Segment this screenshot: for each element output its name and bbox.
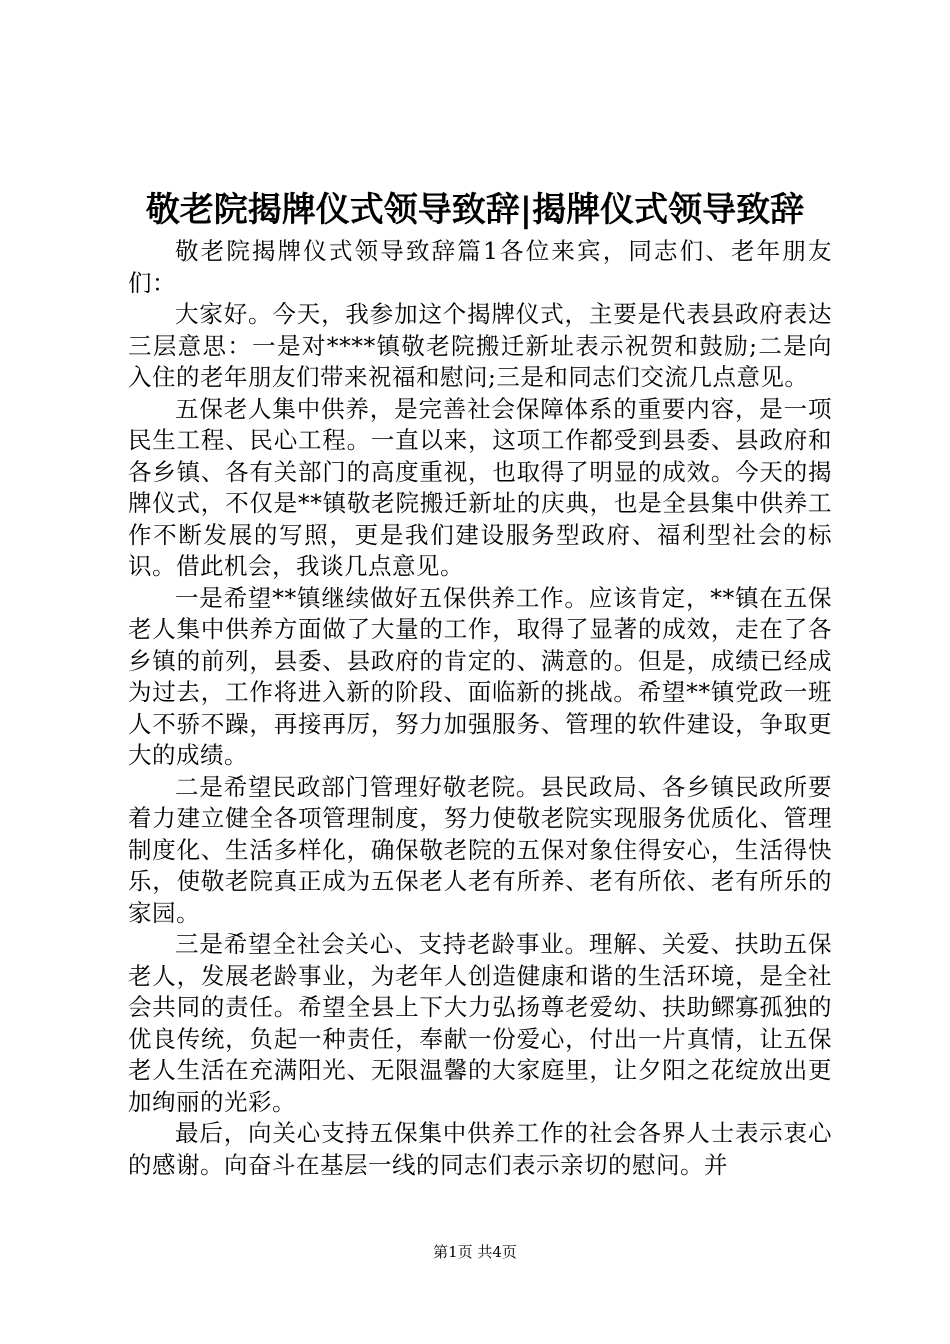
- document-body: [128, 236, 832, 1181]
- paragraph-greeting: 敬老院揭牌仪式领导致辞篇1各位来宾，同志们、老年朋友们：: [128, 237, 832, 297]
- paragraph-significance: 五保老人集中供养，是完善社会保障体系的重要内容，是一项民生工程、民心工程。一直以来，这项工作都受到县委、县政府和各乡镇、各有关部门的高度重视，也取得了明显的成效。今天的揭牌仪式，不仅是**镇敬老院搬迁新址的庆典，也是全县集中供养工作不断发展的写照，更是我们建设服务型政府、福利型社会的标识。借此机会，我谈几点意见。: [128, 394, 832, 580]
- page-number-footer: 第1页 共4页: [433, 1243, 517, 1261]
- paragraph-point-two: 二是希望民政部门管理好敬老院。县民政局、各乡镇民政所要着力建立健全各项管理制度，努力使敬老院实现服务优质化、管理制度化、生活多样化，确保敬老院的五保对象住得安心，生活得快乐，使敬老院真正成为五保老人老有所养、老有所依、老有所乐的家园。: [128, 772, 832, 927]
- paragraph-closing: 最后，向关心支持五保集中供养工作的社会各界人士表示衷心的感谢。向奋斗在基层一线的同志们表示亲切的慰问。并: [128, 1119, 832, 1179]
- paragraph-point-one: 一是希望**镇继续做好五保供养工作。应该肯定，**镇在五保老人集中供养方面做了大量的工作，取得了显著的成效，走在了各乡镇的前列，县委、县政府的肯定的、满意的。但是，成绩已经成为过去，工作将进入新的阶段、面临新的挑战。希望**镇党政一班人不骄不躁，再接再厉，努力加强服务、管理的软件建设，争取更大的成绩。: [128, 583, 832, 769]
- paragraph-point-three: 三是希望全社会关心、支持老龄事业。理解、关爱、扶助五保老人，发展老龄事业，为老年人创造健康和谐的生活环境，是全社会共同的责任。希望全县上下大力弘扬尊老爱幼、扶助鳏寡孤独的优良传统，负起一种责任，奉献一份爱心，付出一片真情，让五保老人生活在充满阳光、无限温馨的大家庭里，让夕阳之花绽放出更加绚丽的光彩。: [128, 930, 832, 1116]
- document-title: 敬老院揭牌仪式领导致辞|揭牌仪式领导致辞: [145, 190, 805, 230]
- paragraph-opening: 大家好。今天，我参加这个揭牌仪式，主要是代表县政府表达三层意思：一是对****镇敬老院搬迁新址表示祝贺和鼓励;二是向入住的老年朋友们带来祝福和慰问;三是和同志们交流几点意见。: [128, 300, 832, 391]
